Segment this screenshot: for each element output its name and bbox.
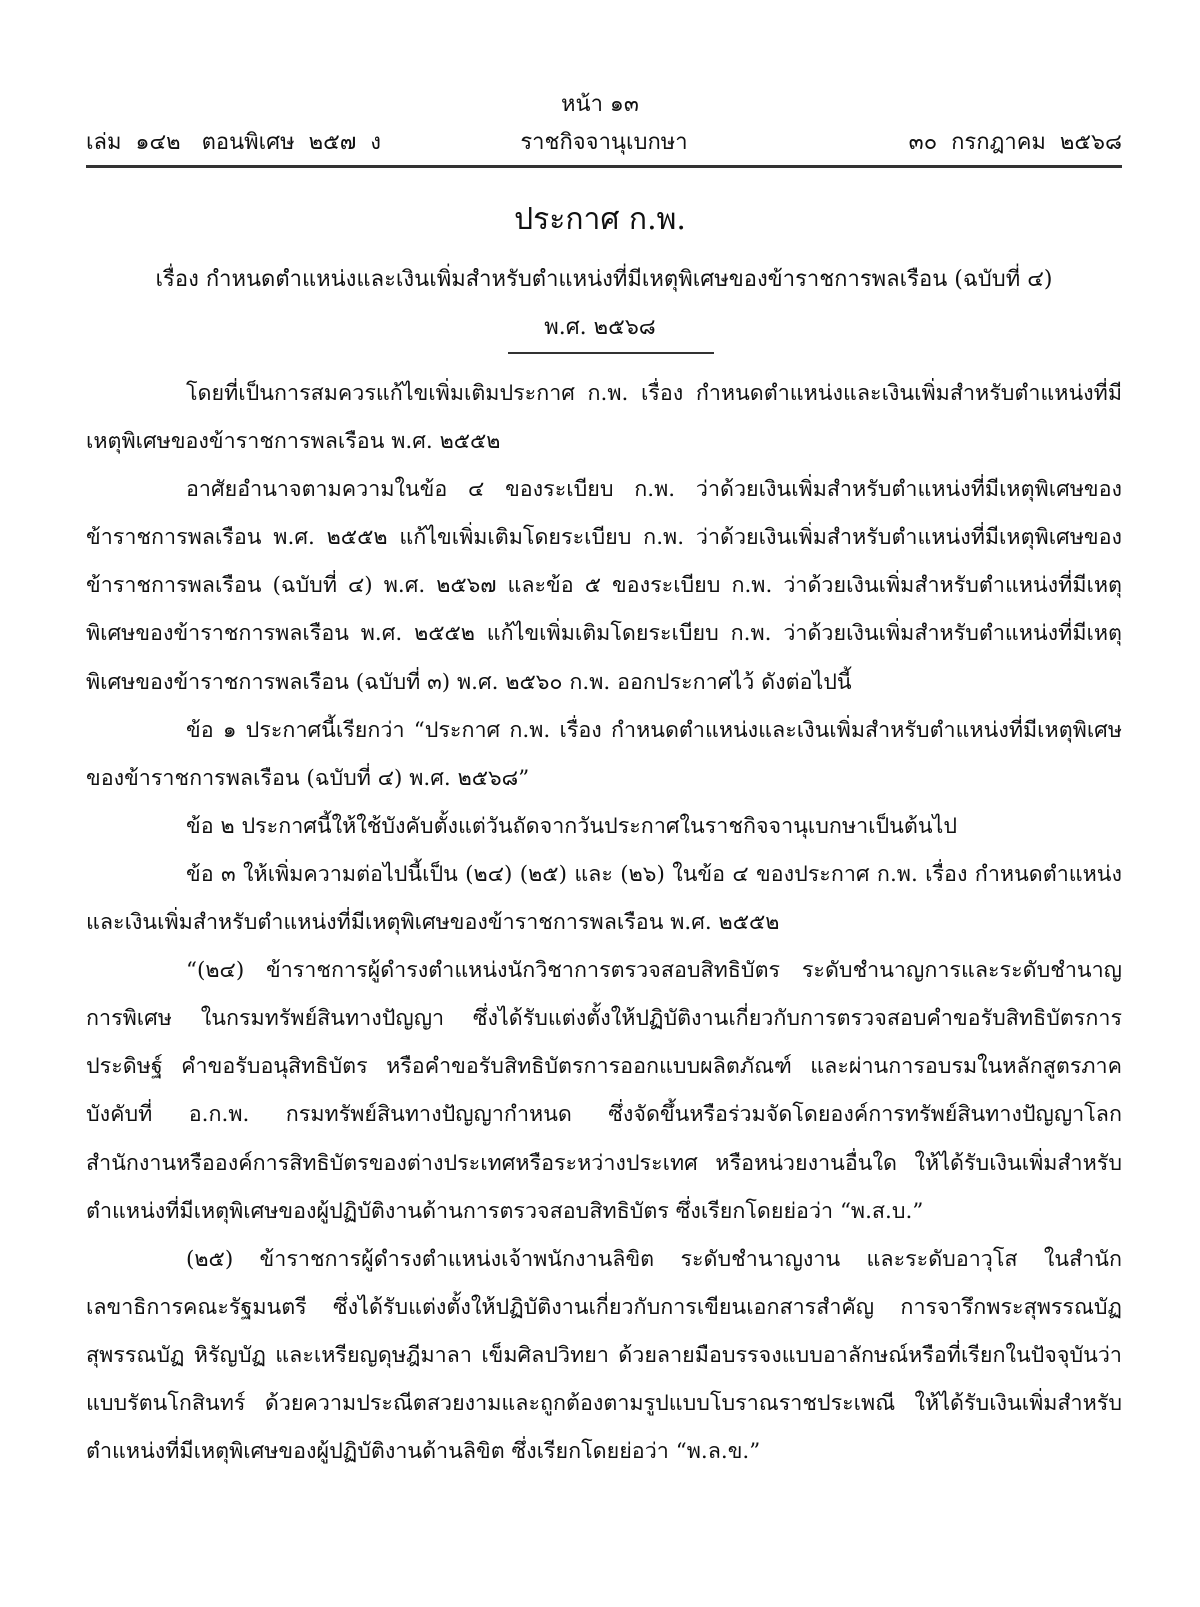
gazette-header [86, 128, 1122, 158]
volume-info: เล่ม ๑๔๒ ตอนพิเศษ ๒๕๗ ง [86, 130, 382, 155]
item-24: “(๒๔) ข้าราชการผู้ดำรงตำแหน่งนักวิชาการตรวจสอบสิทธิบัตร ระดับชำนาญการและระดับชำนาญการพิเศษ ในกรมทรัพย์สินทางปัญญา ซึ่งได้รับแต่งตั้งให้ปฏิบัติงานเกี่ยวกับการตรวจสอบคำขอรับสิทธิบัตรการประดิษฐ์ คำขอรับอนุสิทธิบัตร หรือคำขอรับสิทธิบัตรการออกแบบผลิตภัณฑ์ และผ่านการอบรมในหลักสูตรภาคบังคับที่ อ.ก.พ. กรมทรัพย์สินทางปัญญากำหนด ซึ่งจัดขึ้นหรือร่วมจัดโดยองค์การทรัพย์สินทางปัญญาโลก สำนักงานหรือองค์การสิทธิบัตรของต่างประเทศหรือระหว่างประเทศ หรือหน่วยงานอื่นใด ให้ได้รับเงินเพิ่มสำหรับตำแหน่งที่มีเหตุพิเศษของผู้ปฏิบัติงานด้านการตรวจสอบสิทธิบัตร ซึ่งเรียกโดยย่อว่า “พ.ส.บ.” [86, 958, 1122, 1224]
clause-3: ข้อ ๓ ให้เพิ่มความต่อไปนี้เป็น (๒๔) (๒๕) และ (๒๖) ในข้อ ๔ ของประกาศ ก.พ. เรื่อง กำหนดตำแหน่งและเงินเพิ่มสำหรับตำแหน่งที่มีเหตุพิเศษของข้าราชการพลเรือน พ.ศ. ๒๕๕๒ [86, 861, 1122, 936]
publication-date: ๓๐ กรกฎาคม ๒๕๖๘ [908, 130, 1122, 155]
announcement-subject: เรื่อง กำหนดตำแหน่งและเงินเพิ่มสำหรับตำแหน่งที่มีเหตุพิเศษของข้าราชการพลเรือน (ฉบับที่ ๔) [155, 267, 1053, 292]
clause-2: ข้อ ๒ ประกาศนี้ให้ใช้บังคับตั้งแต่วันถัดจากวันประกาศในราชกิจจานุเบกษาเป็นต้นไป [186, 813, 957, 839]
authority-paragraph: อาศัยอำนาจตามความในข้อ ๔ ของระเบียบ ก.พ. ว่าด้วยเงินเพิ่มสำหรับตำแหน่งที่มีเหตุพิเศษของข้าราชการพลเรือน พ.ศ. ๒๕๕๒ แก้ไขเพิ่มเติมโดยระเบียบ ก.พ. ว่าด้วยเงินเพิ่มสำหรับตำแหน่งที่มีเหตุพิเศษของข้าราชการพลเรือน (ฉบับที่ ๔) พ.ศ. ๒๕๖๗ และข้อ ๕ ของระเบียบ ก.พ. ว่าด้วยเงินเพิ่มสำหรับตำแหน่งที่มีเหตุพิเศษของข้าราชการพลเรือน พ.ศ. ๒๕๕๒ แก้ไขเพิ่มเติมโดยระเบียบ ก.พ. ว่าด้วยเงินเพิ่มสำหรับตำแหน่งที่มีเหตุพิเศษของข้าราชการพลเรือน (ฉบับที่ ๓) พ.ศ. ๒๕๖๐ ก.พ. ออกประกาศไว้ ดังต่อไปนี้ [86, 477, 1122, 695]
header-divider [86, 165, 1122, 168]
preamble-paragraph: โดยที่เป็นการสมควรแก้ไขเพิ่มเติมประกาศ ก.พ. เรื่อง กำหนดตำแหน่งและเงินเพิ่มสำหรับตำแหน่งที่มีเหตุพิเศษของข้าราชการพลเรือน พ.ศ. ๒๕๕๒ [86, 381, 1122, 455]
item-25: (๒๕) ข้าราชการผู้ดำรงตำแหน่งเจ้าพนักงานลิขิต ระดับชำนาญงาน และระดับอาวุโส ในสำนักเลขาธิการคณะรัฐมนตรี ซึ่งได้รับแต่งตั้งให้ปฏิบัติงานเกี่ยวกับการเขียนเอกสารสำคัญ การจารึกพระสุพรรณบัฏ สุพรรณบัฏ หิรัญบัฏ และเหรียญดุษฎีมาลา เข็มศิลปวิทยา ด้วยลายมือบรรจงแบบอาลักษณ์หรือที่เรียกในปัจจุบันว่าแบบรัตนโกสินทร์ ด้วยความประณีตสวยงามและถูกต้องตามรูปแบบโบราณราชประเพณี ให้ได้รับเงินเพิ่มสำหรับตำแหน่งที่มีเหตุพิเศษของผู้ปฏิบัติงานด้านลิขิต ซึ่งเรียกโดยย่อว่า “พ.ล.ข.” [86, 1246, 1122, 1465]
title-divider [508, 352, 714, 354]
page-number: หน้า ๑๓ [561, 92, 639, 117]
gazette-name: ราชกิจจานุเบกษา [520, 130, 688, 155]
announcement-body [86, 370, 1122, 1476]
announcement-year: พ.ศ. ๒๕๖๘ [544, 315, 656, 340]
clause-1: ข้อ ๑ ประกาศนี้เรียกว่า “ประกาศ ก.พ. เรื่อง กำหนดตำแหน่งและเงินเพิ่มสำหรับตำแหน่งที่มีเหตุพิเศษของข้าราชการพลเรือน (ฉบับที่ ๔) พ.ศ. ๒๕๖๘” [86, 717, 1122, 791]
announcement-title: ประกาศ ก.พ. [514, 202, 686, 237]
